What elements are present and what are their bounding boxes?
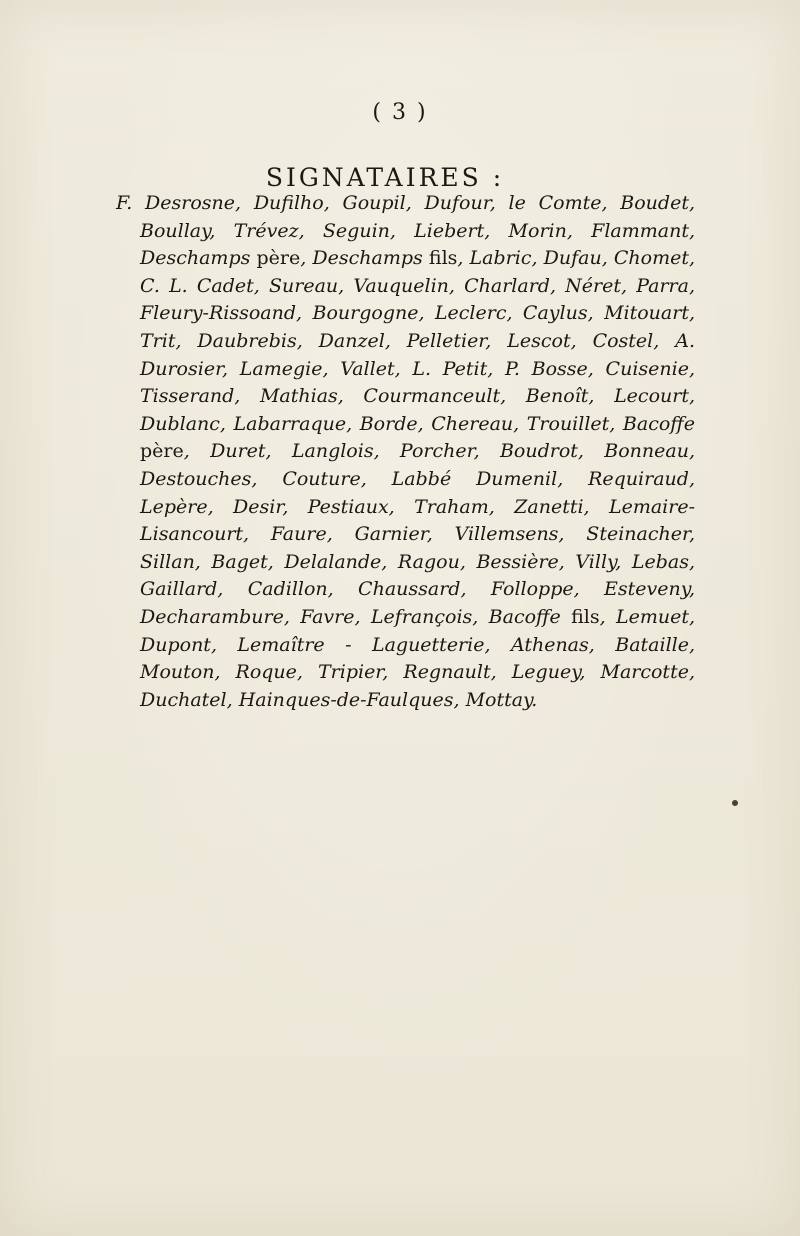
signatories-segment: fils xyxy=(428,247,458,270)
signatories-segment: , Deschamps xyxy=(300,247,429,270)
signatories-segment: F. Desrosne, Dufilho, Goupil, Dufour, le Comte, Boudet, Boullay, Trévez, Seguin, Liebert, Morin, Flammant, Deschamps xyxy=(116,192,695,270)
signatories-segment: fils xyxy=(571,605,600,628)
signatories-segment: père xyxy=(140,440,184,463)
signatories-segment: , Labric, Dufau, Chomet, C. L. Cadet, Sureau, Vauquelin, Charlard, Néret, Parra, Fleury-Rissoand, Bourgogne, Leclerc, Caylus, Mitouart, Trit, Daubrebis, Danzel, Pelletier, Lescot, Costel, A. Durosier, Lamegie, Vallet, L. Petit, P. Bosse, Cuisenie, Tisserand, Mathias, Courmanceult, Benoît, Lecourt, Dublanc, Labarraque, Borde, Chereau, Trouillet, Bacoffe xyxy=(140,247,696,435)
page-title: SIGNATAIRES : xyxy=(265,162,505,192)
signatories-segment: père xyxy=(256,247,301,270)
signatories-list xyxy=(116,190,696,714)
paper-speck xyxy=(732,800,738,806)
signatories-segment: , Duret, Langlois, Porcher, Boudrot, Bonneau, Destouches, Couture, Labbé Dumenil, Requiraud, Lepère, Desir, Pestiaux, Traham, Zanetti, Lemaire-Lisancourt, Faure, Garnier, Villemsens, Steinacher, Sillan, Baget, Delalande, Ragou, Bessière, Villy, Lebas, Gaillard, Cadillon, Chaussard, Folloppe, Esteveny, Decharambure, Favre, Lefrançois, Bacoffe xyxy=(140,440,695,628)
signatories-segment: , Lemuet, Dupont, Lemaître - Laguetterie, Athenas, Bataille, Mouton, Roque, Tripier, Regnault, Leguey, Marcotte, Duchatel, Hainques-de-Faulques, Mottay. xyxy=(140,605,695,711)
page-number: ( 3 ) xyxy=(372,100,428,125)
